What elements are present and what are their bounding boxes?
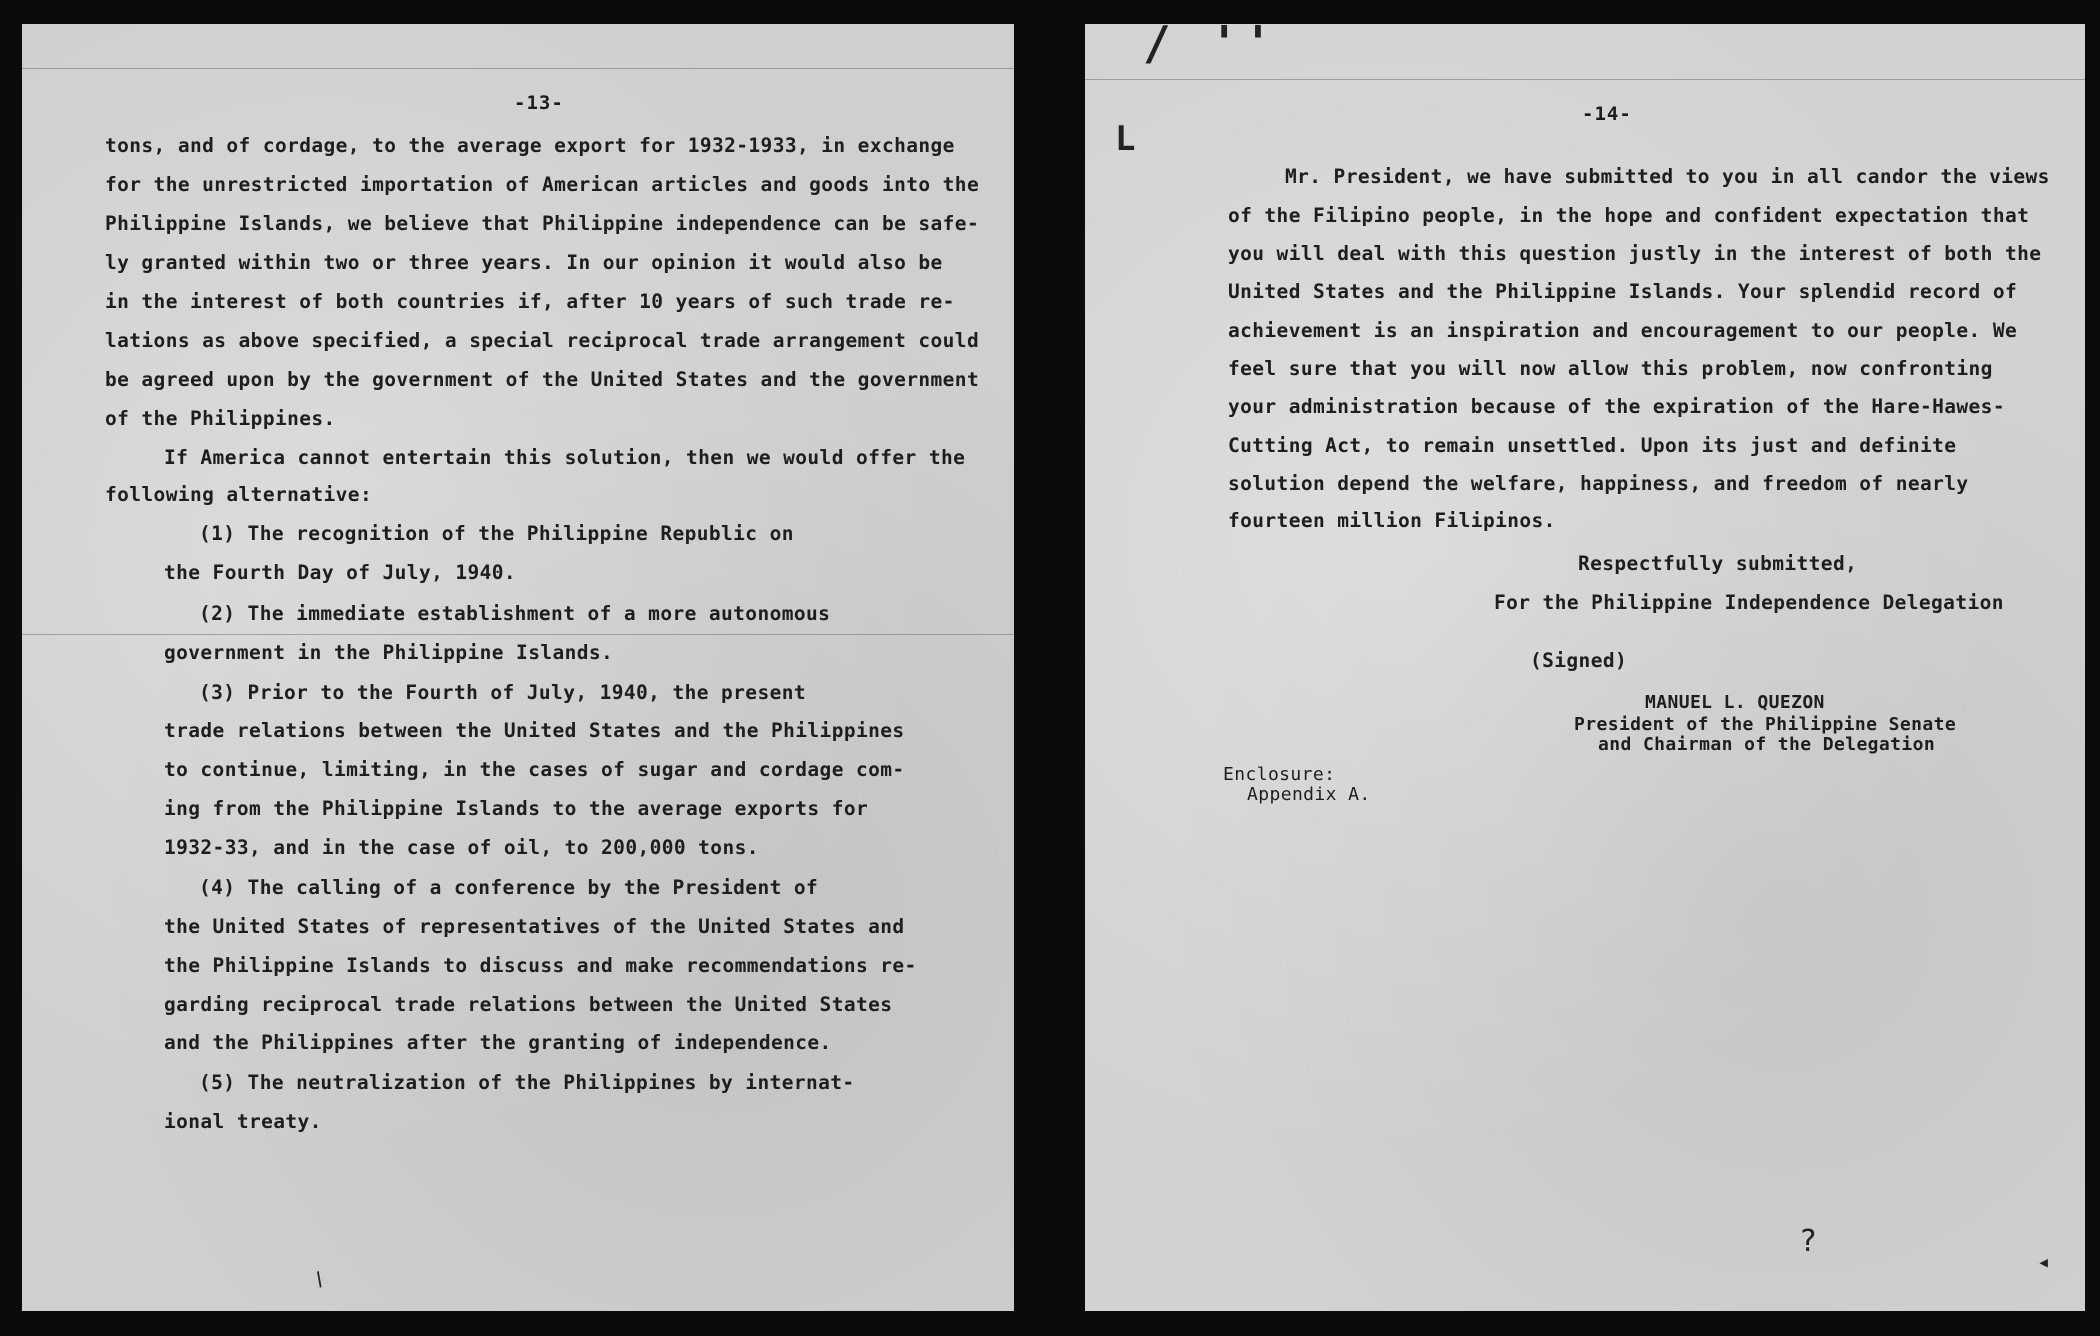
text-line: solution depend the welfare, happiness, and freedom of nearly [1228,472,1969,495]
pen-mark: / [308,1267,330,1292]
text-line: ly granted within two or three years. In our opinion it would also be [105,251,943,274]
text-line: to continue, limiting, in the cases of sugar and cordage com- [164,758,905,781]
pen-mark: L [1115,119,1136,159]
text-line: trade relations between the United States and the Philippines [164,719,905,742]
text-line: of the Philippines. [105,407,336,430]
pen-mark: ◂ [2037,1250,2051,1275]
page-rule [1085,79,2085,80]
text-line: (1) The recognition of the Philippine Republic on [199,522,794,545]
text-line: (2) The immediate establishment of a more autonomous [199,602,831,625]
text-line: be agreed upon by the government of the United States and the government [105,368,980,391]
closing-line: Respectfully submitted, [1578,552,1858,575]
signed-line: (Signed) [1530,649,1628,672]
enclosure-item: Appendix A. [1247,784,1371,805]
text-line: ional treaty. [164,1110,322,1133]
text-line: your administration because of the expiration of the Hare-Hawes- [1228,395,2005,418]
text-line: following alternative: [105,483,373,506]
page-rule [22,634,1014,635]
text-line: feel sure that you will now allow this problem, now confronting [1228,357,1993,380]
enclosure-label: Enclosure: [1223,764,1336,785]
text-line: 1932-33, and in the case of oil, to 200,000 tons. [164,836,759,859]
text-line: Philippine Islands, we believe that Philippine independence can be safe- [105,212,980,235]
page-number: -13- [514,92,564,114]
text-line: government in the Philippine Islands. [164,641,614,664]
text-line: the Fourth Day of July, 1940. [164,561,517,584]
text-line: the Philippine Islands to discuss and make recommendations re- [164,954,917,977]
signatory-name: MANUEL L. QUEZON [1645,692,1825,713]
text-line: (4) The calling of a conference by the President of [199,876,819,899]
text-line: If America cannot entertain this solution, then we would offer the [164,446,966,469]
signatory-title: President of the Philippine Senate [1574,714,1957,735]
text-line: of the Filipino people, in the hope and confident expectation that [1228,204,2030,227]
text-line: United States and the Philippine Islands. Your splendid record of [1228,280,2018,303]
text-line: Mr. President, we have submitted to you in all candor the views [1285,165,2050,188]
text-line: the United States of representatives of the United States and [164,915,905,938]
page-rule [22,68,1014,69]
pen-mark: / '' [1143,24,1278,70]
text-line: (5) The neutralization of the Philippines by internat- [199,1071,855,1094]
text-line: garding reciprocal trade relations between the United States [164,993,893,1016]
text-line: lations as above specified, a special reciprocal trade arrangement could [105,329,980,352]
text-line: in the interest of both countries if, after 10 years of such trade re- [105,290,955,313]
text-line: ing from the Philippine Islands to the average exports for [164,797,869,820]
text-line: Cutting Act, to remain unsettled. Upon its just and definite [1228,434,1957,457]
page-number: -14- [1582,103,1632,125]
document-page-13 [22,24,1014,1311]
pen-mark: ? [1799,1224,1818,1259]
text-line: for the unrestricted importation of American articles and goods into the [105,173,980,196]
text-line: achievement is an inspiration and encouragement to our people. We [1228,319,2018,342]
text-line: and the Philippines after the granting of independence. [164,1031,832,1054]
text-line: (3) Prior to the Fourth of July, 1940, the present [199,681,806,704]
text-line: fourteen million Filipinos. [1228,509,1556,532]
text-line: tons, and of cordage, to the average export for 1932-1933, in exchange [105,134,955,157]
text-line: you will deal with this question justly in the interest of both the [1228,242,2042,265]
signatory-title: and Chairman of the Delegation [1598,734,1936,755]
delegation-line: For the Philippine Independence Delegation [1494,591,2004,614]
document-page-14 [1085,24,2085,1311]
